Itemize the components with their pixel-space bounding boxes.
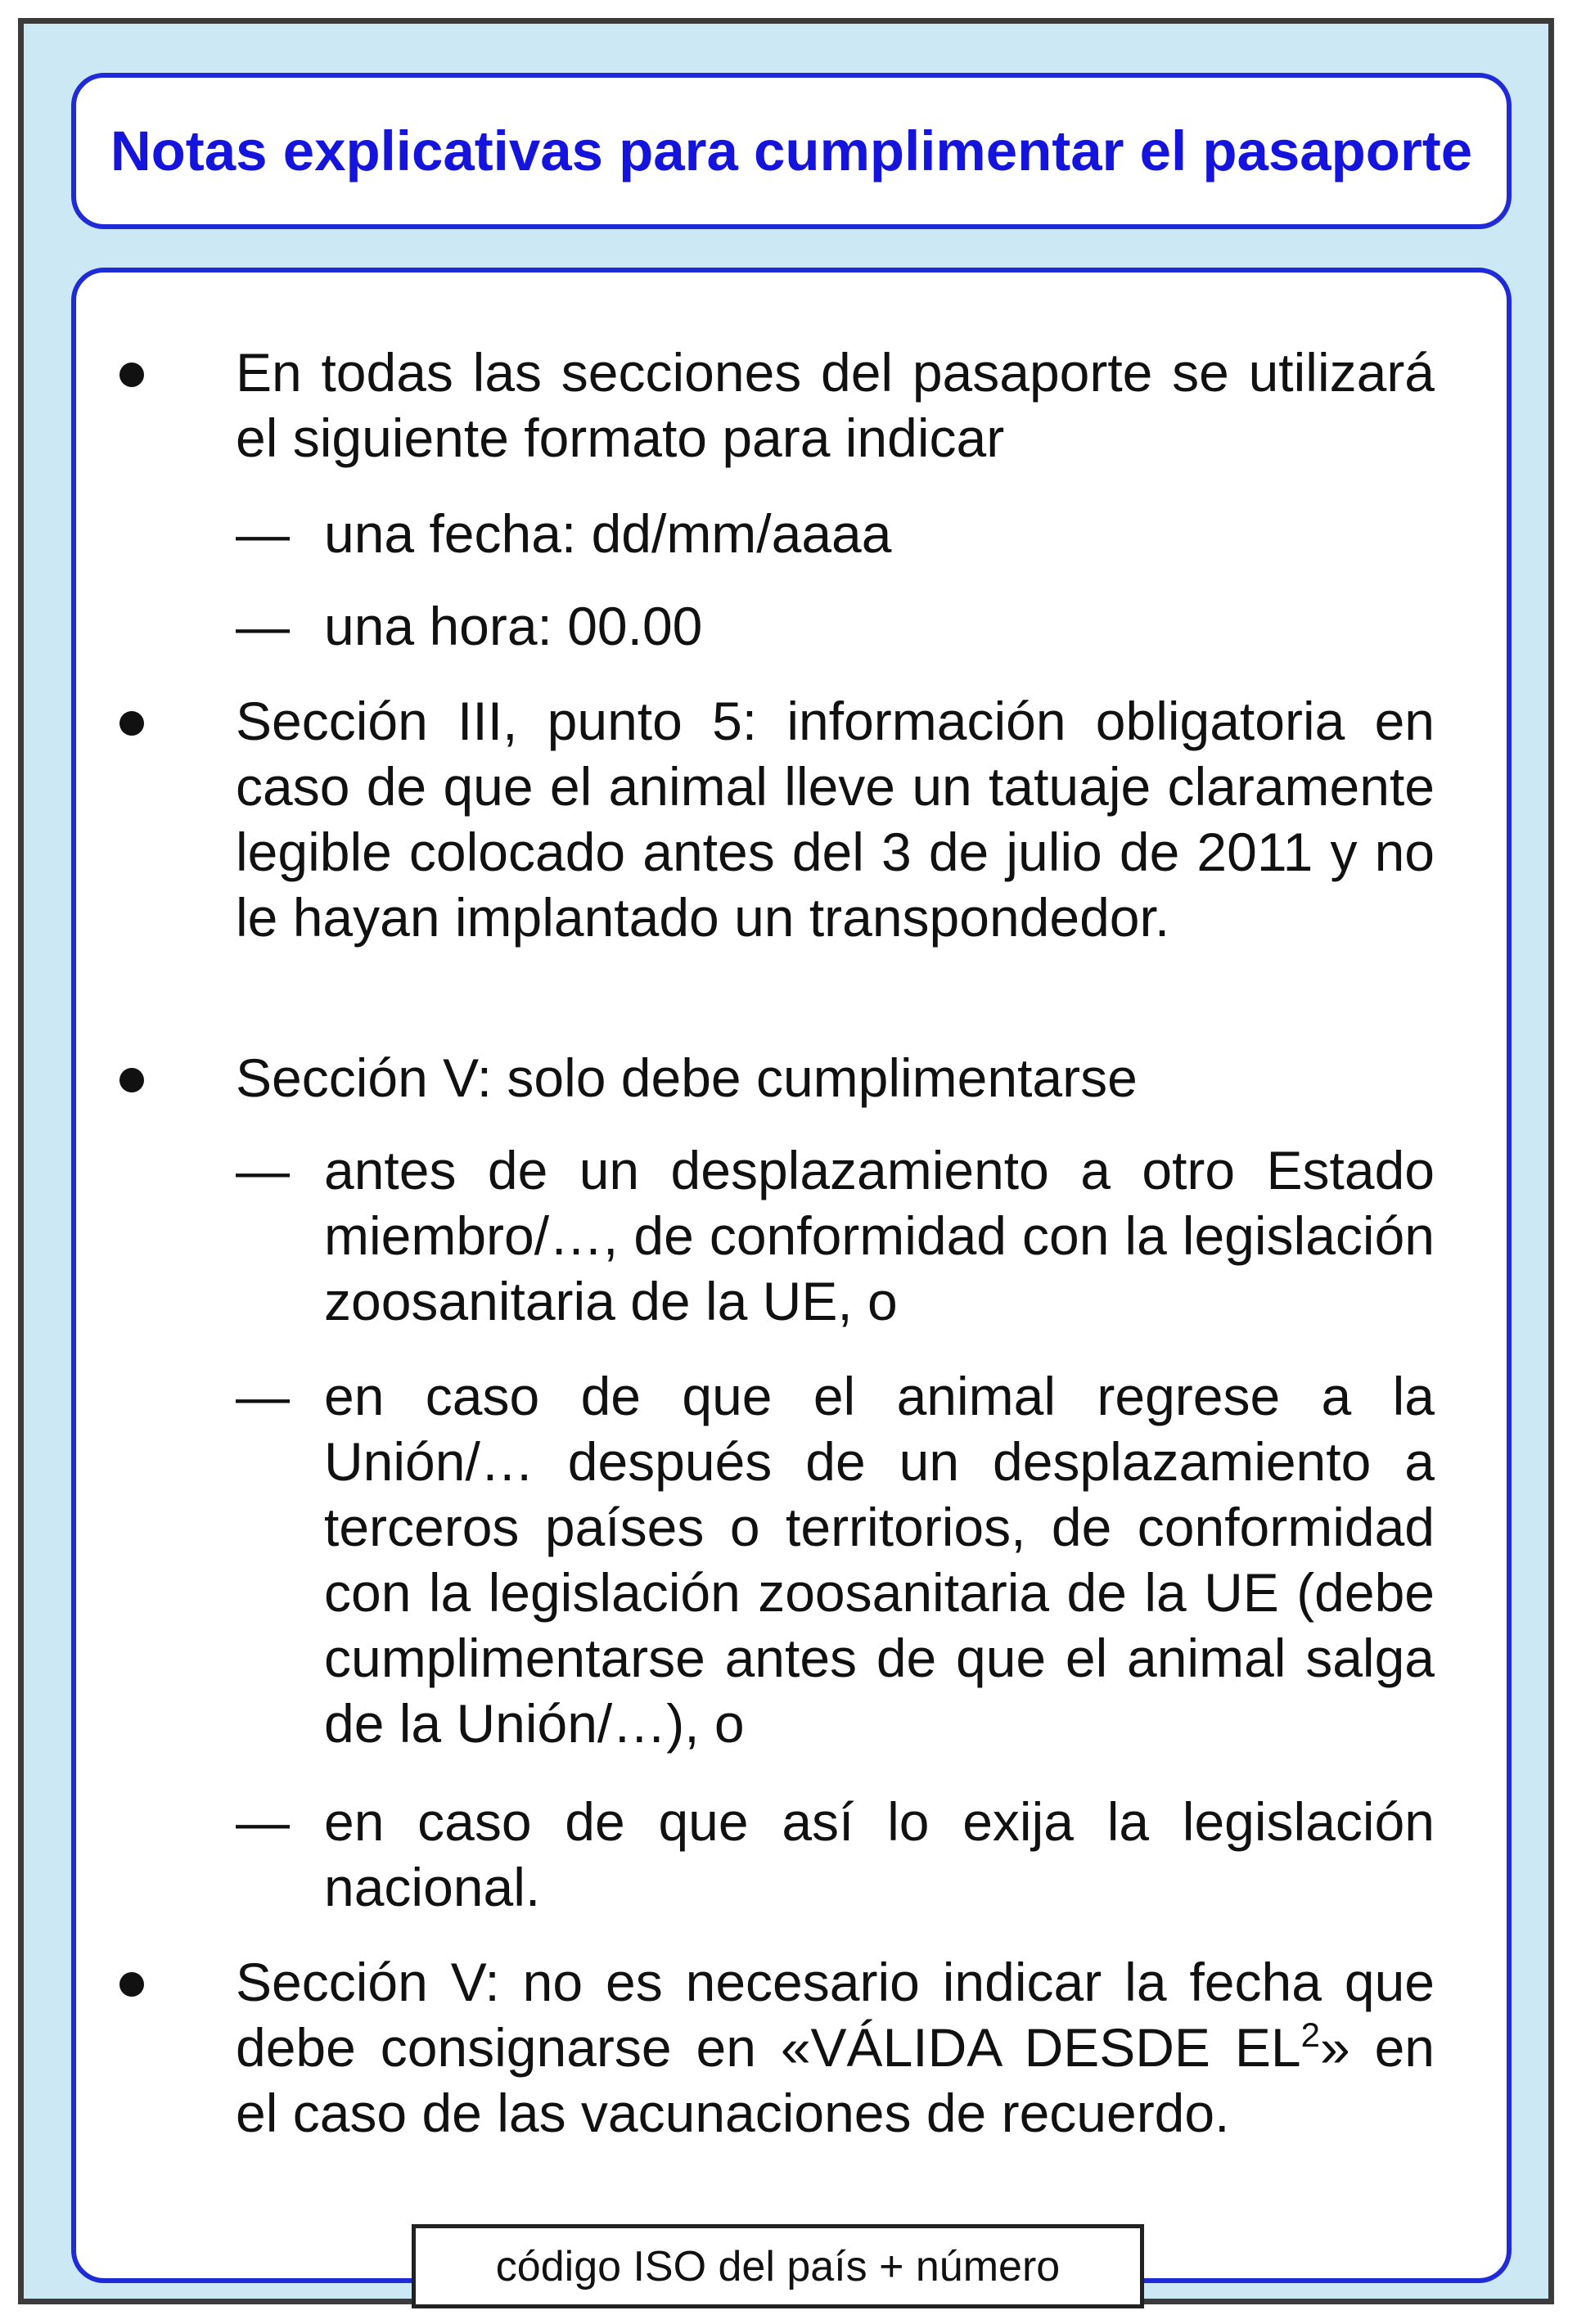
bullet-item-section-v (236, 1045, 1435, 1110)
bullet-item-valid-from (236, 1949, 1435, 2146)
page-title: Notas explicativas para cumplimentar el pasaporte (110, 119, 1473, 182)
dash-item-national-law (236, 1789, 1435, 1920)
bullet-text: Sección III, punto 5: información obligatoria en caso de que el animal lleve un tatuaje claramente legible colocado antes del 3 de julio de 2011 y no le hayan implantado un transpondedor. (236, 691, 1435, 948)
bullet-text-start: Sección V: no es necesario indicar la fecha que debe consignarse en «VÁLIDA DESDE EL (236, 1952, 1435, 2078)
dash-icon: — (236, 1366, 290, 1426)
bullet-item-date-format (236, 340, 1435, 471)
bullet-text: Sección V: solo debe cumplimentarse (236, 1047, 1138, 1108)
bullet-text-end: » en el caso de las vacunaciones de recuerdo. (236, 2017, 1435, 2143)
dash-item-date (236, 501, 1435, 566)
dash-text: en caso de que así lo exija la legislación nacional. (324, 1791, 1435, 1917)
bullet-icon (119, 711, 144, 736)
bullet-icon (119, 363, 144, 387)
bullet-icon (119, 1068, 144, 1092)
dash-item-member-state (236, 1137, 1435, 1334)
bullet-text: En todas las secciones del pasaporte se utilizará el siguiente formato para indicar (236, 342, 1435, 468)
dash-item-time (236, 593, 1435, 659)
title-box (71, 73, 1512, 229)
footnote-marker: 2 (1300, 2015, 1320, 2054)
dash-item-return-union (236, 1363, 1435, 1756)
country-code-box (412, 2224, 1144, 2308)
bullet-item-section-iii (236, 688, 1435, 950)
dash-icon: — (236, 1140, 290, 1200)
dash-icon: — (236, 596, 290, 656)
dash-text: antes de un desplazamiento a otro Estado miembro/…, de conformidad con la legislación zoosanitaria de la UE, o (324, 1140, 1435, 1331)
bullet-text (236, 1952, 1435, 2143)
country-code-label: código ISO del país + número (495, 2242, 1061, 2290)
notes-box (71, 268, 1512, 2283)
dash-icon: — (236, 1791, 290, 1852)
dash-text: una fecha: dd/mm/aaaa (324, 503, 892, 564)
dash-icon: — (236, 503, 290, 564)
dash-text: una hora: 00.00 (324, 596, 703, 656)
dash-text: en caso de que el animal regrese a la Unión/… después de un desplazamiento a terceros países o territorios, de conformidad con la legislación zoosanitaria de la UE (debe cumplimentarse antes de que el animal salga de la Unión/…), o (324, 1366, 1435, 1754)
bullet-icon (119, 1972, 144, 1997)
